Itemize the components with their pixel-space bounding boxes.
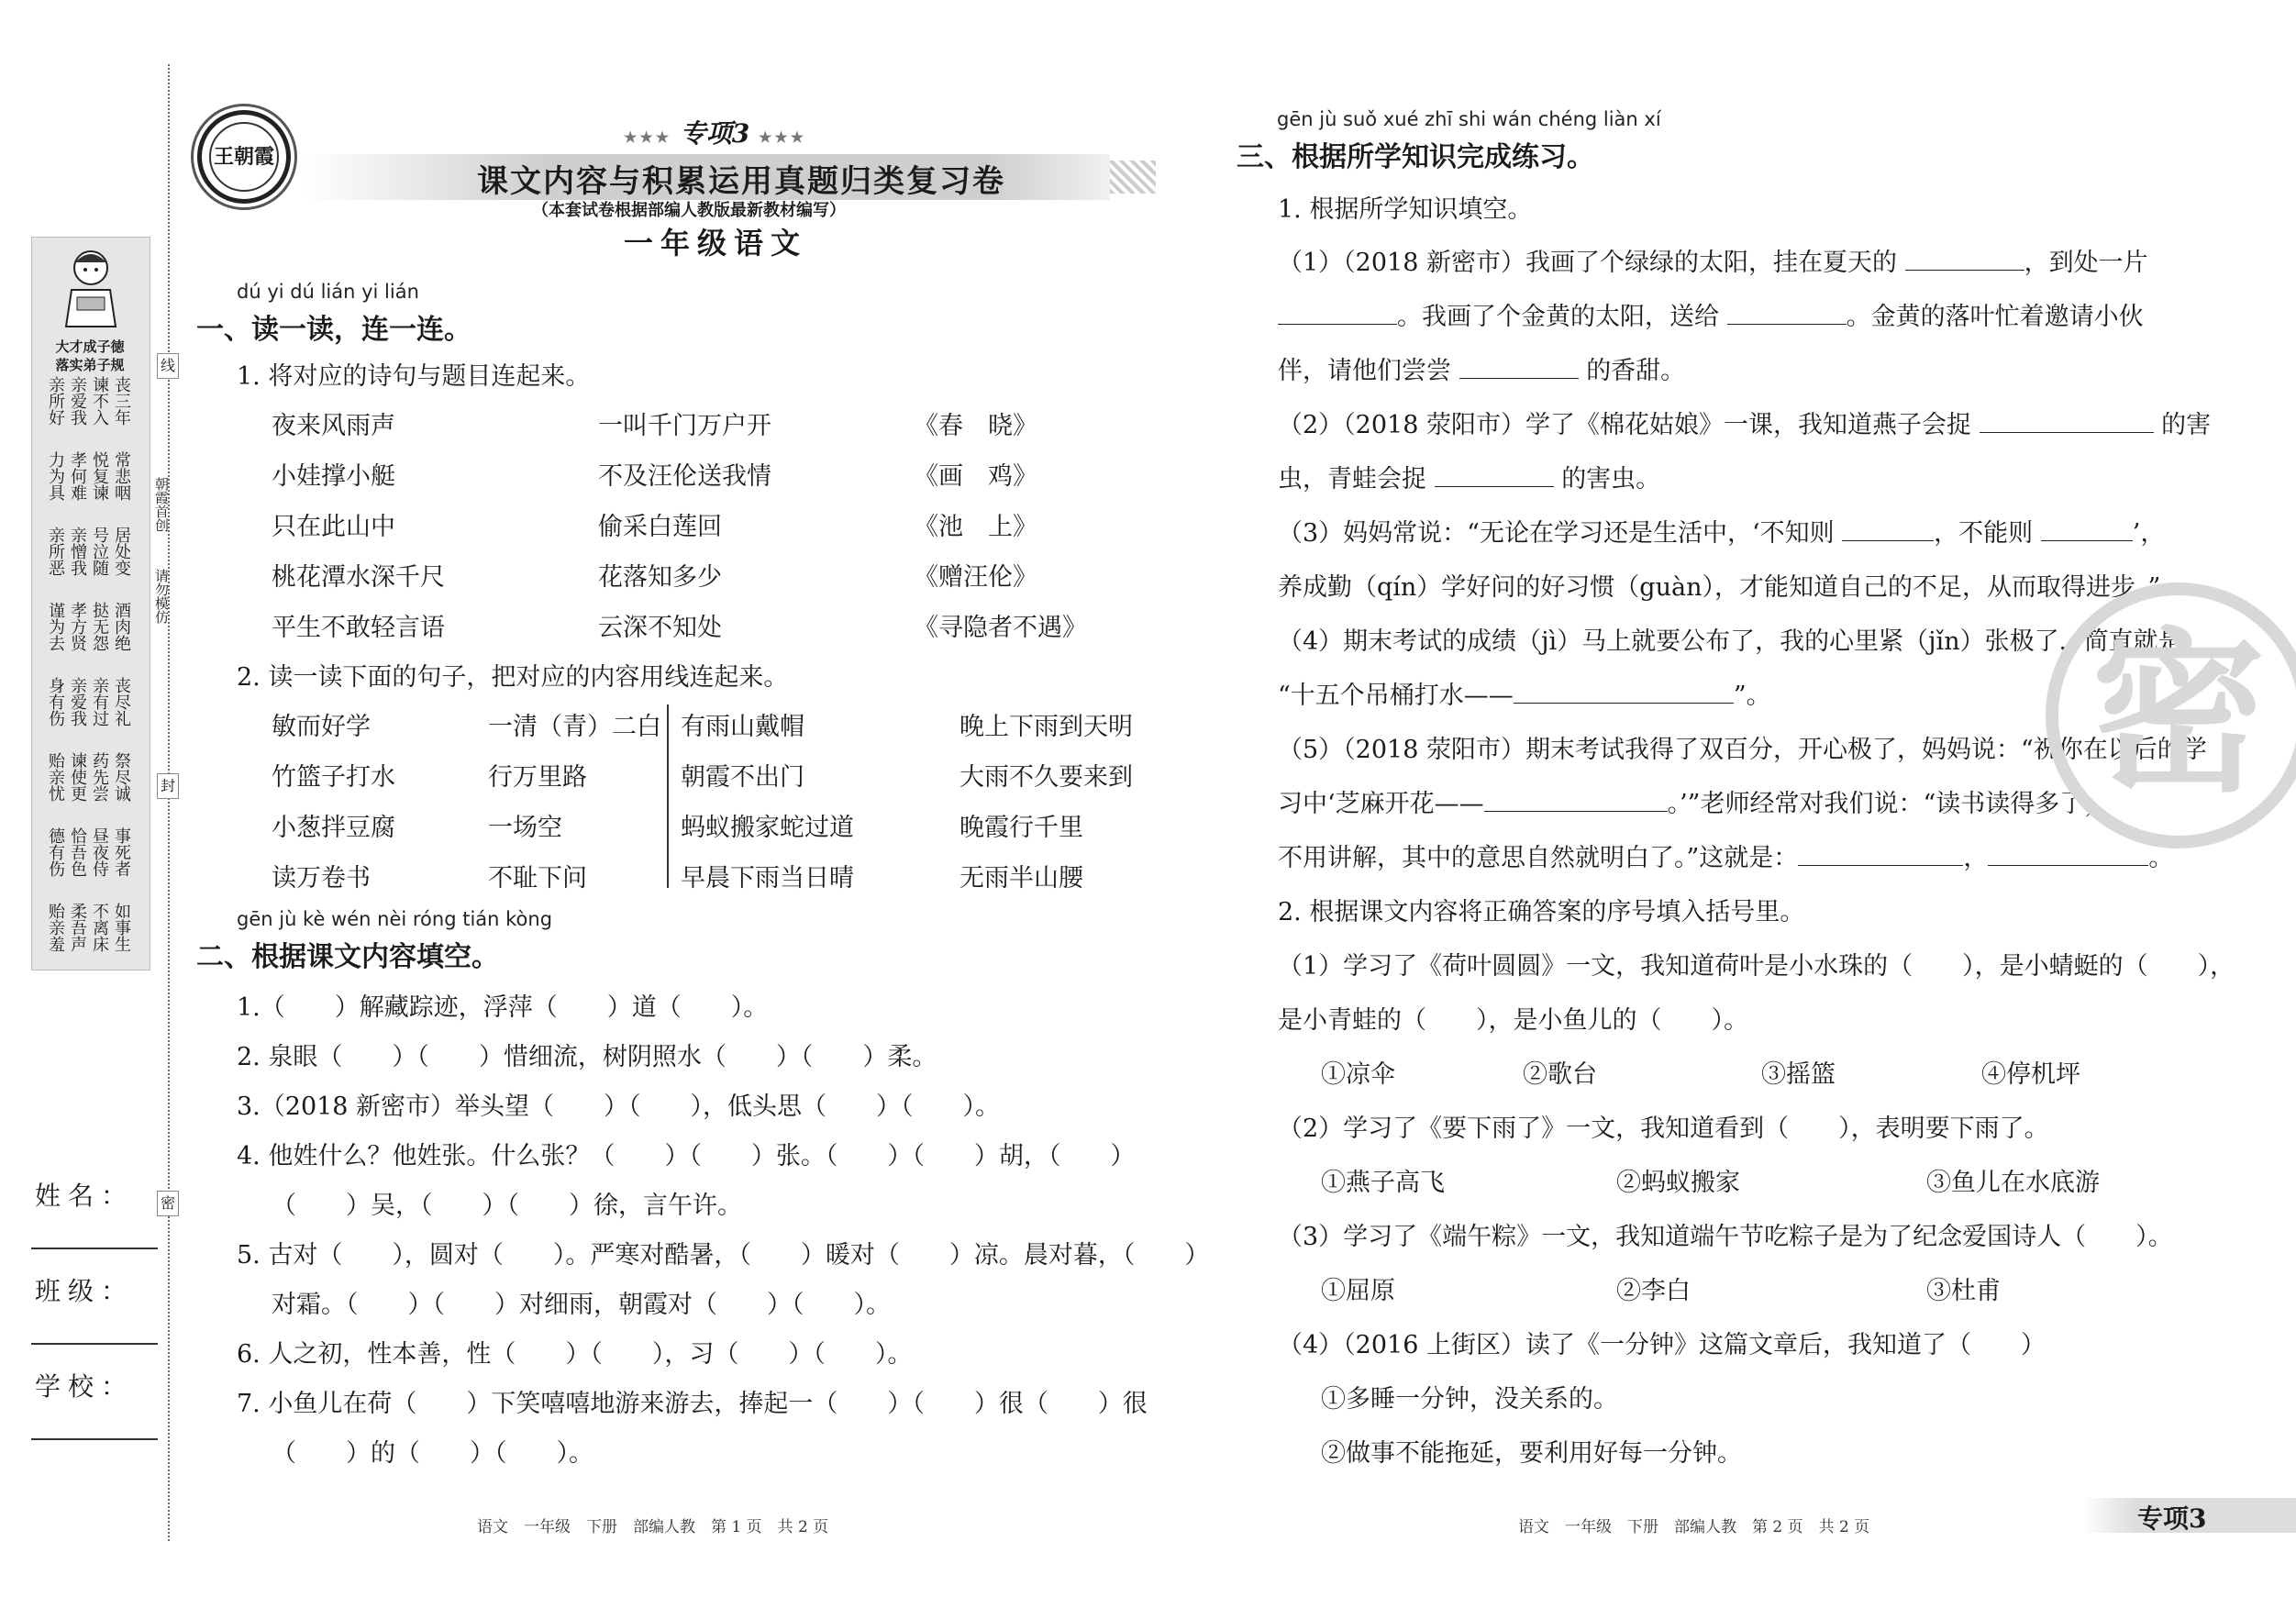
match-item[interactable]: 《寻隐者不遇》: [914, 614, 1087, 642]
verse-column: 柔吾声: [68, 903, 87, 952]
verse-column: 昼夜侍: [90, 827, 109, 877]
answer-option[interactable]: ②蚂蚁搬家: [1616, 1169, 1740, 1197]
school-label: 学校：: [35, 1371, 135, 1402]
match-item[interactable]: 一叫千门万户开: [598, 412, 771, 440]
p5-line2: 习中‘芝麻开花—— 。’”老师经常对我们说：“读书读得多了，: [1278, 790, 2110, 818]
p3-line1: （3）妈妈常说：“无论在学习还是生活中，‘不知则 ，不能则 ’，: [1278, 519, 2166, 548]
match-item[interactable]: 读万卷书: [272, 864, 371, 893]
p4-line1: （4）期末考试的成绩（jì）马上就要公布了，我的心里紧（jǐn）张极了，简直就是: [1278, 627, 2183, 656]
verse-column: 亲爱我: [68, 376, 87, 426]
match-item[interactable]: 只在此山中: [272, 513, 395, 541]
sec2-heading: 二、根据课文内容填空。: [196, 941, 499, 973]
sec3-q2: 2. 根据课文内容将正确答案的序号填入括号里。: [1278, 898, 1805, 926]
verse-column: 身有伤: [46, 677, 65, 726]
match-item[interactable]: 竹篮子打水: [272, 763, 395, 792]
p2-line1: （2）（2018 荥阳市）学了《棉花姑娘》一课，我知道燕子会捉 的害: [1278, 411, 2212, 439]
answer-blank[interactable]: [1980, 413, 2154, 433]
match-item[interactable]: 《赠汪伦》: [914, 563, 1037, 592]
fill-blank-line: 1.（ ）解藏踪迹，浮萍（ ）道（ ）。: [237, 993, 769, 1022]
verse-column: 不离床: [90, 903, 109, 952]
verse-column: 事死者: [112, 827, 131, 877]
verse-column: 德有伤: [46, 827, 65, 877]
answer-option[interactable]: ①凉伞: [1321, 1060, 1395, 1089]
match-item[interactable]: 小娃撑小艇: [272, 462, 395, 491]
answer-blank[interactable]: [1514, 683, 1734, 704]
answer-blank[interactable]: [2041, 521, 2133, 541]
verse-column: 亲憎我: [68, 527, 87, 576]
note-no-copy: 请勿模仿: [153, 569, 170, 624]
brand-logo: [197, 110, 291, 204]
s1-line1: （1）学习了《荷叶圆圆》一文，我知道荷叶是小水珠的（ ），是小蜻蜓的（ ），: [1278, 952, 2235, 981]
checker-decoration: [1110, 161, 1156, 194]
verse-column: 如事生: [112, 903, 131, 952]
verse-column: 亲所好: [46, 376, 65, 426]
match-item[interactable]: 大雨不久要来到: [959, 763, 1133, 792]
sec1-q2: 2. 读一读下面的句子，把对应的内容用线连起来。: [237, 663, 789, 692]
answer-blank[interactable]: [1798, 846, 1963, 866]
boy-icon: [57, 246, 125, 334]
answer-option[interactable]: ④停机坪: [1981, 1060, 2080, 1089]
s4-line: （4）（2016 上街区）读了《一分钟》这篇文章后，我知道了（ ）: [1278, 1331, 2046, 1359]
column-divider: [667, 704, 669, 888]
match-item[interactable]: 云深不知处: [598, 614, 722, 642]
s4-option[interactable]: ①多睡一分钟，没关系的。: [1321, 1385, 1618, 1414]
match-item[interactable]: 无雨半山腰: [959, 864, 1083, 893]
verse-column: 贻亲羞: [46, 903, 65, 952]
verse-column: 祭尽诚: [112, 752, 131, 802]
sec3-heading: 三、根据所学知识完成练习。: [1237, 141, 1594, 173]
verse-column: 丧三年: [112, 376, 131, 426]
match-item[interactable]: 有雨山戴帽: [681, 713, 804, 741]
answer-option[interactable]: ①屈原: [1321, 1277, 1395, 1305]
name-line[interactable]: [31, 1248, 158, 1249]
answer-blank[interactable]: [1435, 467, 1554, 487]
sec1-pinyin: dú yi dú lián yi lián: [237, 281, 419, 303]
fill-blank-line: 3.（2018 新密市）举头望（ ）（ ），低头思（ ）（ ）。: [237, 1092, 1001, 1121]
fill-blank-line: 4. 他姓什么？他姓张。什么张？（ ）（ ）张。（ ）（ ）胡，（ ）: [237, 1142, 1136, 1170]
s3-line: （3）学习了《端午粽》一文，我知道端午节吃粽子是为了纪念爱国诗人（ ）。: [1278, 1223, 2173, 1251]
match-item[interactable]: 花落知多少: [598, 563, 722, 592]
sec3-q1: 1. 根据所学知识填空。: [1278, 195, 1533, 224]
secret-stamp: 密: [2046, 582, 2296, 848]
verse-column: 力为具: [46, 451, 65, 501]
page-subtitle: （本套试卷根据部编人教版最新教材编写）: [532, 201, 846, 220]
sec3-pinyin: gēn jù suǒ xué zhī shi wán chéng liàn xí: [1277, 108, 1661, 130]
match-item[interactable]: 晚上下雨到天明: [959, 713, 1133, 741]
page-title: 课文内容与积累运用真题归类复习卷: [477, 163, 1005, 200]
verse-column: 亲所恶: [46, 527, 65, 576]
p1-line3: 伴，请他们尝尝 的香甜。: [1278, 357, 1686, 385]
p5-line3: 不用讲解，其中的意思自然就明白了。”这就是： ， 。: [1278, 844, 2174, 872]
verse-column: 孝方贤: [68, 602, 87, 651]
sec2-pinyin: gēn jù kè wén nèi róng tián kòng: [237, 908, 553, 930]
match-item[interactable]: 《池 上》: [914, 513, 1037, 541]
cut-label: 密: [157, 1191, 179, 1216]
cut-label: 封: [157, 773, 179, 799]
footer-page-1: 语文 一年级 下册 部编人教 第 1 页 共 2 页: [477, 1518, 829, 1536]
match-item[interactable]: 晚霞行千里: [959, 814, 1083, 842]
verse-column: 悦复谏: [90, 451, 109, 501]
answer-option[interactable]: ②李白: [1616, 1277, 1691, 1305]
p5-line1: （5）（2018 荥阳市）期末考试我得了双百分，开心极了，妈妈说：“祝你在以后的学: [1278, 736, 2207, 764]
answer-blank[interactable]: [1484, 792, 1668, 812]
fill-blank-line: 7. 小鱼儿在荷（ ）下笑嘻嘻地游来游去，捧起一（ ）（ ）很（ ）很: [237, 1390, 1148, 1418]
name-label: 姓名：: [35, 1181, 135, 1211]
fill-blank-line: 2. 泉眼（ ）（ ）惜细流，树阴照水（ ）（ ）柔。: [237, 1043, 937, 1071]
answer-blank[interactable]: [1459, 359, 1579, 379]
verse-column: 酒肉绝: [112, 602, 131, 651]
note-original: 朝霞首创: [153, 477, 170, 532]
match-item[interactable]: 夜来风雨声: [272, 412, 395, 440]
sec1-heading: 一、读一读，连一连。: [196, 314, 471, 346]
motto: 大才成子徳 落实弟子规: [55, 338, 125, 373]
answer-option[interactable]: ②歌台: [1523, 1060, 1597, 1089]
footer-page-2: 语文 一年级 下册 部编人教 第 2 页 共 2 页: [1518, 1518, 1870, 1536]
fill-blank-line: 对霜。（ ）（ ）对细雨，朝霞对（ ）（ ）。: [272, 1291, 891, 1319]
verse-column: 丧尽礼: [112, 677, 131, 726]
match-item[interactable]: 桃花潭水深千尺: [272, 563, 445, 592]
special-label: ★★★ 专项3 ★★★: [624, 118, 807, 149]
match-item[interactable]: 小葱拌豆腐: [272, 814, 395, 842]
school-line[interactable]: [31, 1438, 158, 1440]
fill-blank-line: （ ）吴，（ ）（ ）徐，言午许。: [272, 1192, 742, 1220]
match-item[interactable]: 一清（青）二白: [488, 713, 661, 741]
match-item[interactable]: 《画 鸡》: [914, 462, 1037, 491]
verse-column: 孝何难: [68, 451, 87, 501]
answer-blank[interactable]: [1988, 846, 2148, 866]
p1-line1: （1）（2018 新密市）我画了个绿绿的太阳，挂在夏天的 ，到处一片: [1278, 249, 2148, 277]
p3-line2: 养成勤（qín）学好问的好习惯（guàn），才能知道自己的不足，从而取得进步。”: [1278, 573, 2161, 602]
p1-line2: 。我画了个金黄的太阳，送给 。金黄的落叶忙着邀请小伙: [1278, 296, 2144, 332]
verse-column: 谏不入: [90, 376, 109, 426]
match-item[interactable]: 朝霞不出门: [681, 763, 804, 792]
answer-option[interactable]: ①燕子高飞: [1321, 1169, 1445, 1197]
fill-blank-line: （ ）的（ ）（ ）。: [272, 1439, 593, 1468]
verse-column: 亲有过: [90, 677, 109, 726]
verse-column: 药先尝: [90, 752, 109, 802]
p4-line2: “十五个吊桶打水—— ”。: [1278, 682, 1771, 710]
match-item[interactable]: 蚂蚁搬家蛇过道: [681, 814, 854, 842]
verse-column: 谏使更: [68, 752, 87, 802]
s1-line2: 是小青蛙的（ ），是小鱼儿的（ ）。: [1278, 1006, 1748, 1035]
s2-line: （2）学习了《要下雨了》一文，我知道看到（ ），表明要下雨了。: [1278, 1115, 2049, 1143]
match-item[interactable]: 敏而好学: [272, 713, 371, 741]
match-item[interactable]: 不及汪伦送我情: [598, 462, 771, 491]
verse-column: 居处变: [112, 527, 131, 576]
verse-column: 号泣随: [90, 527, 109, 576]
grade-title: 一年级语文: [624, 226, 808, 261]
brand-logo-text: 王朝霞: [209, 122, 279, 192]
verse-column: 常悲咽: [112, 451, 131, 501]
answer-option[interactable]: ③杜甫: [1926, 1277, 2001, 1305]
p2-line2: 虫，青蛙会捉 的害虫。: [1278, 465, 1661, 494]
class-label: 班级：: [35, 1276, 135, 1306]
class-line[interactable]: [31, 1343, 158, 1345]
match-item[interactable]: 行万里路: [488, 763, 587, 792]
sec1-q1: 1. 将对应的诗句与题目连起来。: [237, 362, 591, 391]
cut-line: [168, 64, 170, 1541]
match-item[interactable]: 平生不敢轻言语: [272, 614, 445, 642]
match-item[interactable]: 不耻下问: [488, 864, 587, 893]
verse-column: 挞无怨: [90, 602, 109, 651]
s4-option[interactable]: ②做事不能拖延，要利用好每一分钟。: [1321, 1439, 1742, 1468]
cut-label: 线: [157, 353, 179, 379]
answer-blank[interactable]: [1278, 305, 1397, 325]
fill-blank-line: 5. 古对（ ），圆对（ ）。严寒对酷暑，（ ）暖对（ ）凉。晨对暮，（ ）: [237, 1241, 1210, 1270]
answer-blank[interactable]: [1905, 250, 2024, 271]
match-item[interactable]: 早晨下雨当日晴: [681, 864, 854, 893]
match-item[interactable]: 《春 晓》: [914, 412, 1037, 440]
match-item[interactable]: 偷采白莲回: [598, 513, 722, 541]
verse-column: 贻亲忧: [46, 752, 65, 802]
match-item[interactable]: 一场空: [488, 814, 562, 842]
verse-column: 恰吾色: [68, 827, 87, 877]
verse-column: 谨为去: [46, 602, 65, 651]
answer-option[interactable]: ③鱼儿在水底游: [1926, 1169, 2100, 1197]
verse-column: 亲爱我: [68, 677, 87, 726]
answer-blank[interactable]: [1842, 521, 1934, 541]
fill-blank-line: 6. 人之初，性本善，性（ ）（ ），习（ ）（ ）。: [237, 1340, 913, 1369]
corner-label: 专项3: [2137, 1503, 2207, 1534]
answer-blank[interactable]: [1727, 305, 1847, 325]
answer-option[interactable]: ③摇篮: [1761, 1060, 1836, 1089]
